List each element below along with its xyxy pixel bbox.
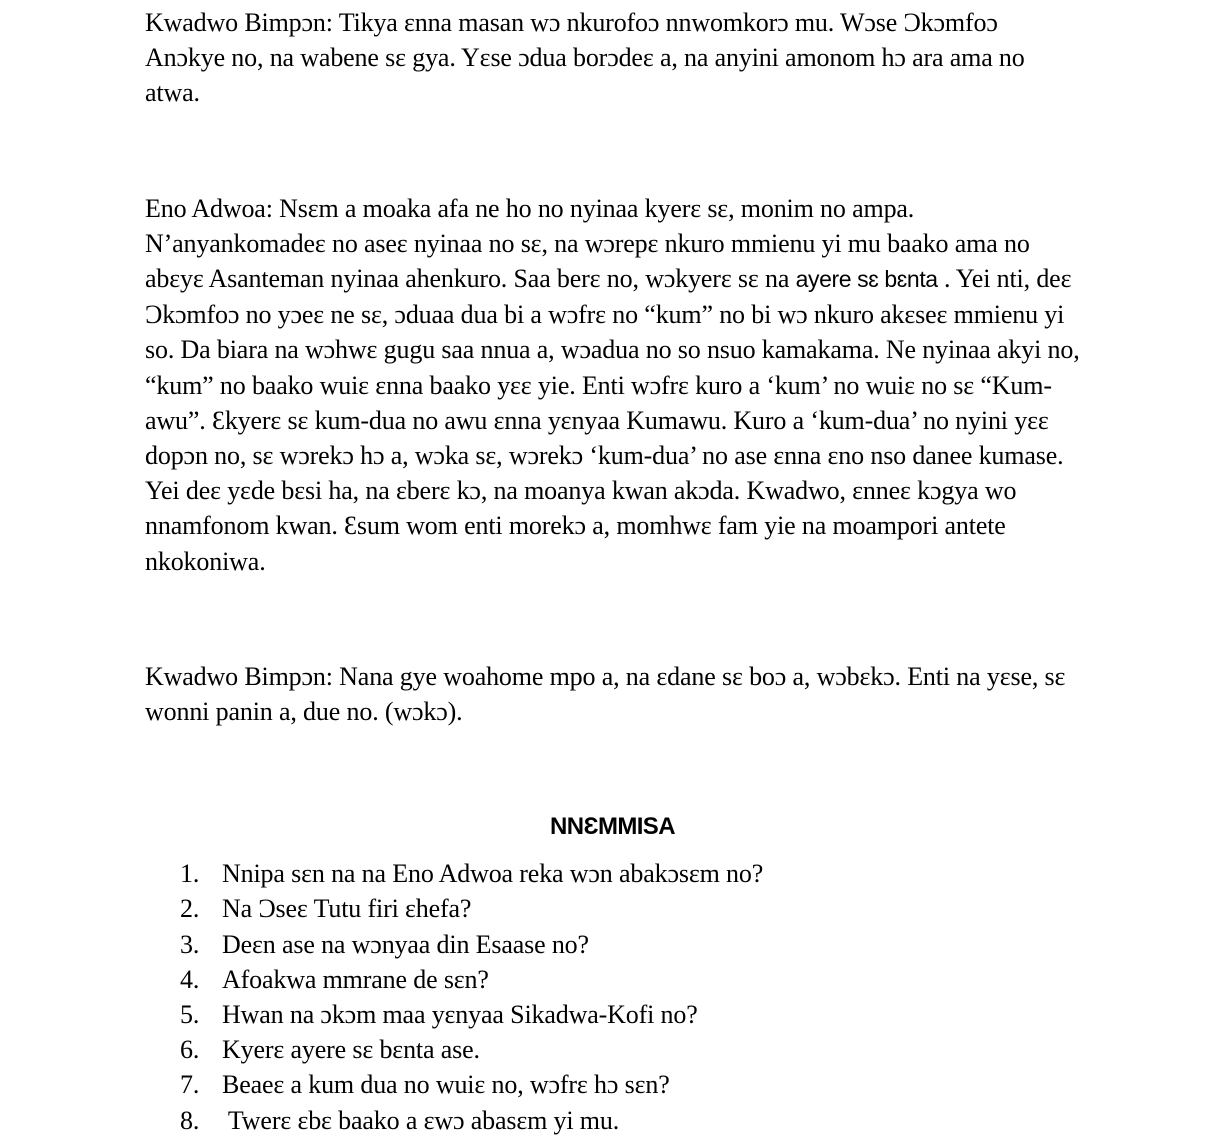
questions-list bbox=[145, 856, 1080, 1138]
question-number: 5. bbox=[180, 1000, 200, 1030]
question-text: Beaeɛ a kum dua no wuiɛ no, wɔfrɛ hɔ sɛn? bbox=[222, 1070, 670, 1100]
question-text: Nnipa sɛn na na Eno Adwoa reka wɔn abakɔsɛm no? bbox=[222, 859, 764, 889]
question-item bbox=[145, 1103, 1080, 1138]
question-text: Deɛn ase na wɔnyaa din Esaase no? bbox=[222, 929, 589, 959]
question-text: Twerɛ ɛbɛ baako a ɛwɔ abasɛm yi mu. bbox=[222, 1105, 620, 1135]
question-number: 3. bbox=[180, 929, 200, 959]
question-item bbox=[145, 962, 1080, 997]
question-item bbox=[145, 997, 1080, 1032]
question-item bbox=[145, 1032, 1080, 1067]
document-page bbox=[145, 5, 1080, 1138]
paragraph-text-after: . Yei nti, deɛ Ɔkɔmfoɔ no yɔeɛ ne sɛ, ɔduaa dua bi a wɔfrɛ no “kum” no bi wɔ nkuro akɛseɛ mmienu yi so. Da biara na wɔhwɛ gugu saa nnua a, wɔadua no so nsuo kamakama. Ne nyinaa akyi no, “kum” no baako wuiɛ ɛnna baako yɛɛ yie. Enti wɔfrɛ kuro a ‘kum’ no wuiɛ no sɛ “Kum-awu”. Ɛkyerɛ sɛ kum-dua no awu ɛnna yɛnyaa Kumawu. Kuro a ‘kum-dua’ no nyini yɛɛ dopɔn no, sɛ wɔrekɔ hɔ a, wɔka sɛ, wɔrekɔ ‘kum-dua’ no ase ɛnna ɛno nso danee kumase. Yei deɛ yɛde bɛsi ha, na ɛberɛ kɔ, na moanya kwan akɔda. Kwadwo, ɛnneɛ kɔgya wo nnamfonom kwan. Ɛsum wom enti morekɔ a, momhwɛ fam yie na moampori antete nkokoniwa. bbox=[145, 264, 1080, 576]
question-number: 4. bbox=[180, 964, 200, 994]
question-number: 2. bbox=[180, 894, 200, 924]
question-text: Kyerɛ ayere sɛ bɛnta ase. bbox=[222, 1035, 480, 1065]
questions-heading: NNƐMMISA bbox=[550, 813, 675, 841]
question-text: Hwan na ɔkɔm maa yɛnyaa Sikadwa-Kofi no? bbox=[222, 1000, 698, 1030]
question-number: 8. bbox=[180, 1105, 200, 1135]
question-item bbox=[145, 856, 1080, 891]
question-item bbox=[145, 1067, 1080, 1102]
question-number: 1. bbox=[180, 859, 200, 889]
question-item bbox=[145, 891, 1080, 926]
question-number: 7. bbox=[180, 1070, 200, 1100]
paragraph-eno-adwoa bbox=[145, 191, 1080, 579]
paragraph-kwadwo-bimpon-2: Kwadwo Bimpɔn: Nana gye woahome mpo a, na ɛdane sɛ boɔ a, wɔbɛkɔ. Enti na yɛse, sɛ wonni panin a, due no. (wɔkɔ). bbox=[145, 661, 1066, 727]
question-number: 6. bbox=[180, 1035, 200, 1065]
question-text: Afoakwa mmrane de sɛn? bbox=[222, 964, 489, 994]
highlighted-phrase: ayere sɛ bɛnta bbox=[795, 266, 938, 293]
question-text: Na Ɔseɛ Tutu firi ɛhefa? bbox=[222, 894, 472, 924]
paragraph-kwadwo-bimpon-1: Kwadwo Bimpɔn: Tikya ɛnna masan wɔ nkurofoɔ nnwomkorɔ mu. Wɔse Ɔkɔmfoɔ Anɔkye no, na wabene sɛ gya. Yɛse ɔdua borɔdeɛ a, na anyini amonom hɔ ara ama no atwa. bbox=[145, 8, 1025, 108]
question-item bbox=[145, 927, 1080, 962]
paragraph-text-before: Eno Adwoa: Nsɛm a moaka afa ne ho no nyinaa kyerɛ sɛ, monim no ampa. N’anyankomadeɛ no aseɛ nyinaa no sɛ, na wɔrepɛ nkuro mmienu yi mu baako ama no abɛyɛ Asanteman nyinaa ahenkuro. Saa berɛ no, wɔkyerɛ sɛ na bbox=[145, 193, 1030, 294]
